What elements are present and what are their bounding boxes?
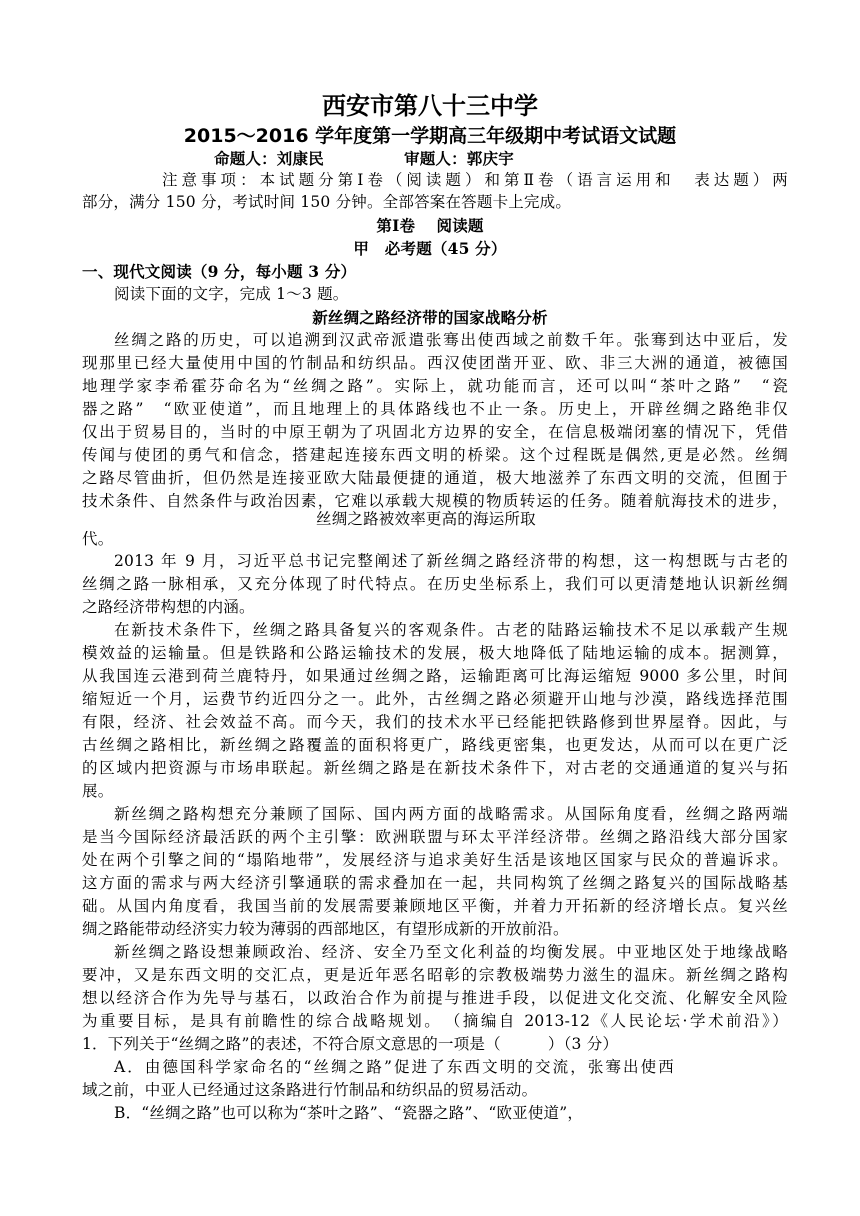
p1-line: 丝绸之路的历史，可以追溯到汉武帝派遣张骞出使西域之前数千年。张骞到达中亚后，发 [114, 331, 788, 349]
p4-line: 新丝绸之路构想充分兼顾了国际、国内两方面的战略需求。从国际角度看，丝绸之路两端 [114, 805, 788, 823]
p5-line: 为重要目标，是具有前瞻性的综合战略规划。 （摘编自 2013-12《人民论坛·学术前沿》） [82, 1012, 788, 1030]
p3-line: 在新技术条件下，丝绸之路具备复兴的客观条件。古老的陆路运输技术不足以承载产生规 [114, 621, 788, 639]
p4-line: 是当今国际经济最活跃的两个主引擎：欧洲联盟与环太平洋经济带。丝绸之路沿线大部分国家 [82, 828, 788, 846]
question-1-option-a: A．由德国科学家命名的“丝绸之路”促进了东西文明的交流，张骞出使西 [114, 1058, 674, 1076]
p5-line: 新丝绸之路设想兼顾政治、经济、安全乃至文化利益的均衡发展。中亚地区处于地缘战略 [114, 943, 788, 961]
p1-line: 现那里已经大量使用中国的竹制品和纺织品。西汉使团凿开亚、欧、非三大洲的通道，被德国 [82, 354, 788, 372]
p1-line: 地理学家李希霍芬命名为“丝绸之路”。实际上，就功能而言，还可以叫“茶叶之路” “瓷 [82, 377, 788, 395]
p1-line: 仅出于贸易目的，当时的中原王朝为了巩固北方边界的安全，在信息极端闭塞的情况下，凭借 [82, 423, 788, 441]
part-subtitle: 甲 必考题（45 分） [353, 239, 507, 258]
part-title: 第Ⅰ卷 阅读题 [376, 216, 484, 235]
p1-line: 丝绸之路被效率更高的海运所取 [316, 510, 536, 528]
notice-line-2: 部分，满分 150 分，考试时间 150 分钟。全部答案在答题卡上完成。 [82, 193, 572, 211]
p4-line: 绸之路能带动经济实力较为薄弱的西部地区，有望形成新的开放前沿。 [82, 920, 569, 938]
p1-line: 代。 [82, 530, 114, 548]
p3-line: 古丝绸之路相比，新丝绸之路覆盖的面积将更广，路线更密集，也更发达，从而可以在更广泛 [82, 736, 788, 754]
p4-line: 础。从国内角度看，我国当前的发展需要兼顾地区平衡，并着力开拓新的经济增长点。复兴丝 [82, 897, 788, 915]
p2-line: 之路经济带构想的内涵。 [82, 598, 255, 616]
exam-title: 2015～2016 学年度第一学期高三年级期中考试语文试题 [183, 125, 677, 147]
p1-line: 技术条件、自然条件与政治因素，它难以承载大规模的物质转运的任务。随着航海技术的进步， [82, 492, 788, 510]
p2-line: 2013 年 9 月，习近平总书记完整阐述了新丝绸之路经济带的构想，这一构想既与古老的 [114, 552, 788, 570]
p2-line: 丝绸之路一脉相承，又充分体现了时代特点。在历史坐标系上，我们可以更清楚地认识新丝绸 [82, 575, 788, 593]
article-title: 新丝绸之路经济带的国家战略分析 [312, 308, 548, 327]
reviewer: 审题人：郭庆宇 [404, 149, 514, 168]
p3-line: 从我国连云港到荷兰鹿特丹，如果通过丝绸之路，运输距离可比海运缩短 9000 多公里，时间 [82, 667, 788, 685]
question-1-stem: 1．下列关于“丝绸之路”的表述，不符合原文意思的一项是（ ）（3 分） [82, 1035, 619, 1053]
p1-line: 之路尽管曲折，但仍然是连接亚欧大陆最便捷的通道，极大地滋养了东西文明的交流，但囿于 [82, 469, 788, 487]
p3-line: 的区域内把资源与市场串联起。新丝绸之路是在新技术条件下，对古老的交通通道的复兴与拓 [82, 759, 788, 777]
p1-line: 器之路” “欧亚使道”，而且地理上的具体路线也不止一条。历史上，开辟丝绸之路绝非仅 [82, 400, 788, 418]
p3-line: 模效益的运输量。但是铁路和公路运输技术的发展，极大地降低了陆地运输的成本。据测算， [82, 644, 788, 662]
p3-line: 展。 [82, 782, 114, 800]
question-1-option-b: B．“丝绸之路”也可以称为“茶叶之路”、“瓷器之路”、“欧亚使道”， [114, 1104, 584, 1122]
setter: 命题人：刘康民 [214, 149, 324, 168]
p3-line: 缩短近一个月，运费节约近四分之一。此外，古丝绸之路必须避开山地与沙漠，路线选择范围 [82, 690, 788, 708]
notice-line-1: 注意事项：本试题分第Ⅰ卷（阅读题）和第Ⅱ卷（语言运用和 表达题）两 [162, 171, 788, 189]
school-name: 西安市第八十三中学 [322, 92, 538, 120]
p1-line: 传闻与使团的勇气和信念，搭建起连接东西文明的桥梁。这个过程既是偶然,更是必然。丝绸 [82, 446, 788, 464]
p5-line: 要冲，又是东西文明的交汇点，更是近年恶名昭彰的宗教极端势力滋生的温床。新丝绸之路构 [82, 966, 788, 984]
p4-line: 这方面的需求与两大经济引擎通联的需求叠加在一起，共同构筑了丝绸之路复兴的国际战略基 [82, 874, 788, 892]
question-1-option-a-cont: 域之前，中亚人已经通过这条路进行竹制品和纺织品的贸易活动。 [82, 1081, 538, 1099]
reading-instruction: 阅读下面的文字，完成 1～3 题。 [114, 285, 349, 303]
p3-line: 有限，经济、社会效益不高。而今天，我们的技术水平已经能把铁路修到世界屋脊。因此，与 [82, 713, 788, 731]
p5-line: 想以经济合作为先导与基石，以政治合作为前提与推进手段，以促进文化交流、化解安全风险 [82, 989, 788, 1007]
p4-line: 处在两个引擎之间的“塌陷地带”，发展经济与追求美好生活是该地区国家与民众的普遍诉求。 [82, 851, 788, 869]
section-heading: 一、现代文阅读（9 分，每小题 3 分） [82, 262, 357, 281]
